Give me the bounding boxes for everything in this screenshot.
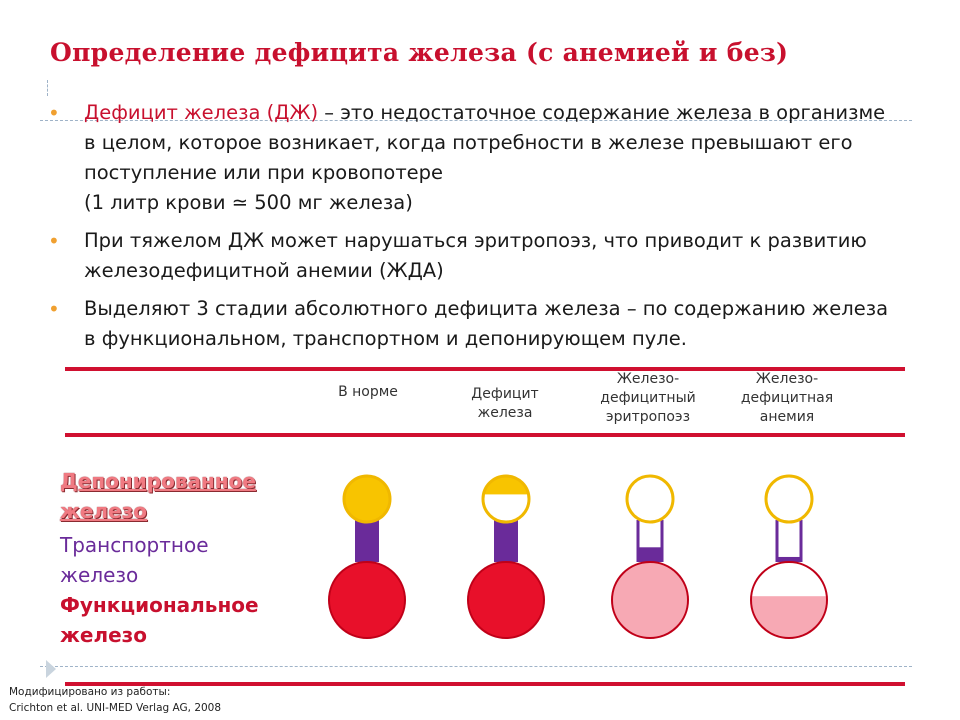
column-header-iron-deficiency: Дефицит железа xyxy=(471,386,539,421)
legend-transport-iron: Транспортное железо xyxy=(60,533,209,587)
functional-iron-fill xyxy=(751,596,827,638)
source-line-2: Crichton et al. UNI-MED Verlag AG, 2008 xyxy=(9,702,222,714)
bullet-extra: (1 литр крови ≃ 500 мг железа) xyxy=(84,191,413,214)
depot-iron-fill xyxy=(483,476,529,494)
term-highlight: Дефицит железа (ДЖ) xyxy=(84,101,319,124)
bullet-item xyxy=(44,98,894,218)
transport-tube xyxy=(355,520,379,562)
bottom-dashed-divider xyxy=(40,666,912,667)
functional-iron-circle xyxy=(612,562,688,638)
transport-tube xyxy=(494,520,518,562)
source-citation xyxy=(9,684,221,716)
bullet-dot-icon: • xyxy=(48,101,60,125)
bullet-dot-icon: • xyxy=(48,229,60,253)
left-dashed-marker xyxy=(47,80,48,96)
slide-title: Определение дефицита железа (с анемией и без) xyxy=(50,38,789,67)
bullet-item xyxy=(44,294,894,354)
legend-functional-iron: Функциональное железо xyxy=(60,593,259,647)
bullet-item xyxy=(44,226,894,286)
iron-stages-diagram xyxy=(300,460,860,640)
bullet-text: Выделяют 3 стадии абсолютного дефицита железа – по содержанию железа в функциональном, транспортном и депонирующем пуле. xyxy=(84,297,889,350)
source-line-1: Модифицировано из работы: xyxy=(9,686,171,698)
functional-iron-circle xyxy=(329,562,405,638)
bullet-text: – это недостаточное содержание железа в организме в целом, которое возникает, когда потребности в железе превышают его поступление или при кровопотере xyxy=(84,101,886,184)
bullet-dot-icon: • xyxy=(48,297,60,321)
column-header-normal: В норме xyxy=(338,384,398,400)
functional-iron-circle xyxy=(468,562,544,638)
header-rule-bottom xyxy=(65,433,905,437)
column-header-iron-deficient-erythropoiesis: Железо- дефицитный эритропоэз xyxy=(600,371,696,425)
legend-depot-iron: Депонированное железо xyxy=(60,469,256,523)
transport-tube-fill xyxy=(638,547,662,562)
depot-iron-circle xyxy=(344,476,390,522)
slide-nav-triangle-icon xyxy=(46,660,56,678)
bullet-text: При тяжелом ДЖ может нарушаться эритропоэз, что приводит к развитию железодефицитной анемии (ЖДА) xyxy=(84,229,867,282)
bullet-list xyxy=(44,98,894,362)
transport-tube-wall xyxy=(777,520,801,562)
column-header-iron-deficiency-anemia: Железо- дефицитная анемия xyxy=(740,371,834,425)
